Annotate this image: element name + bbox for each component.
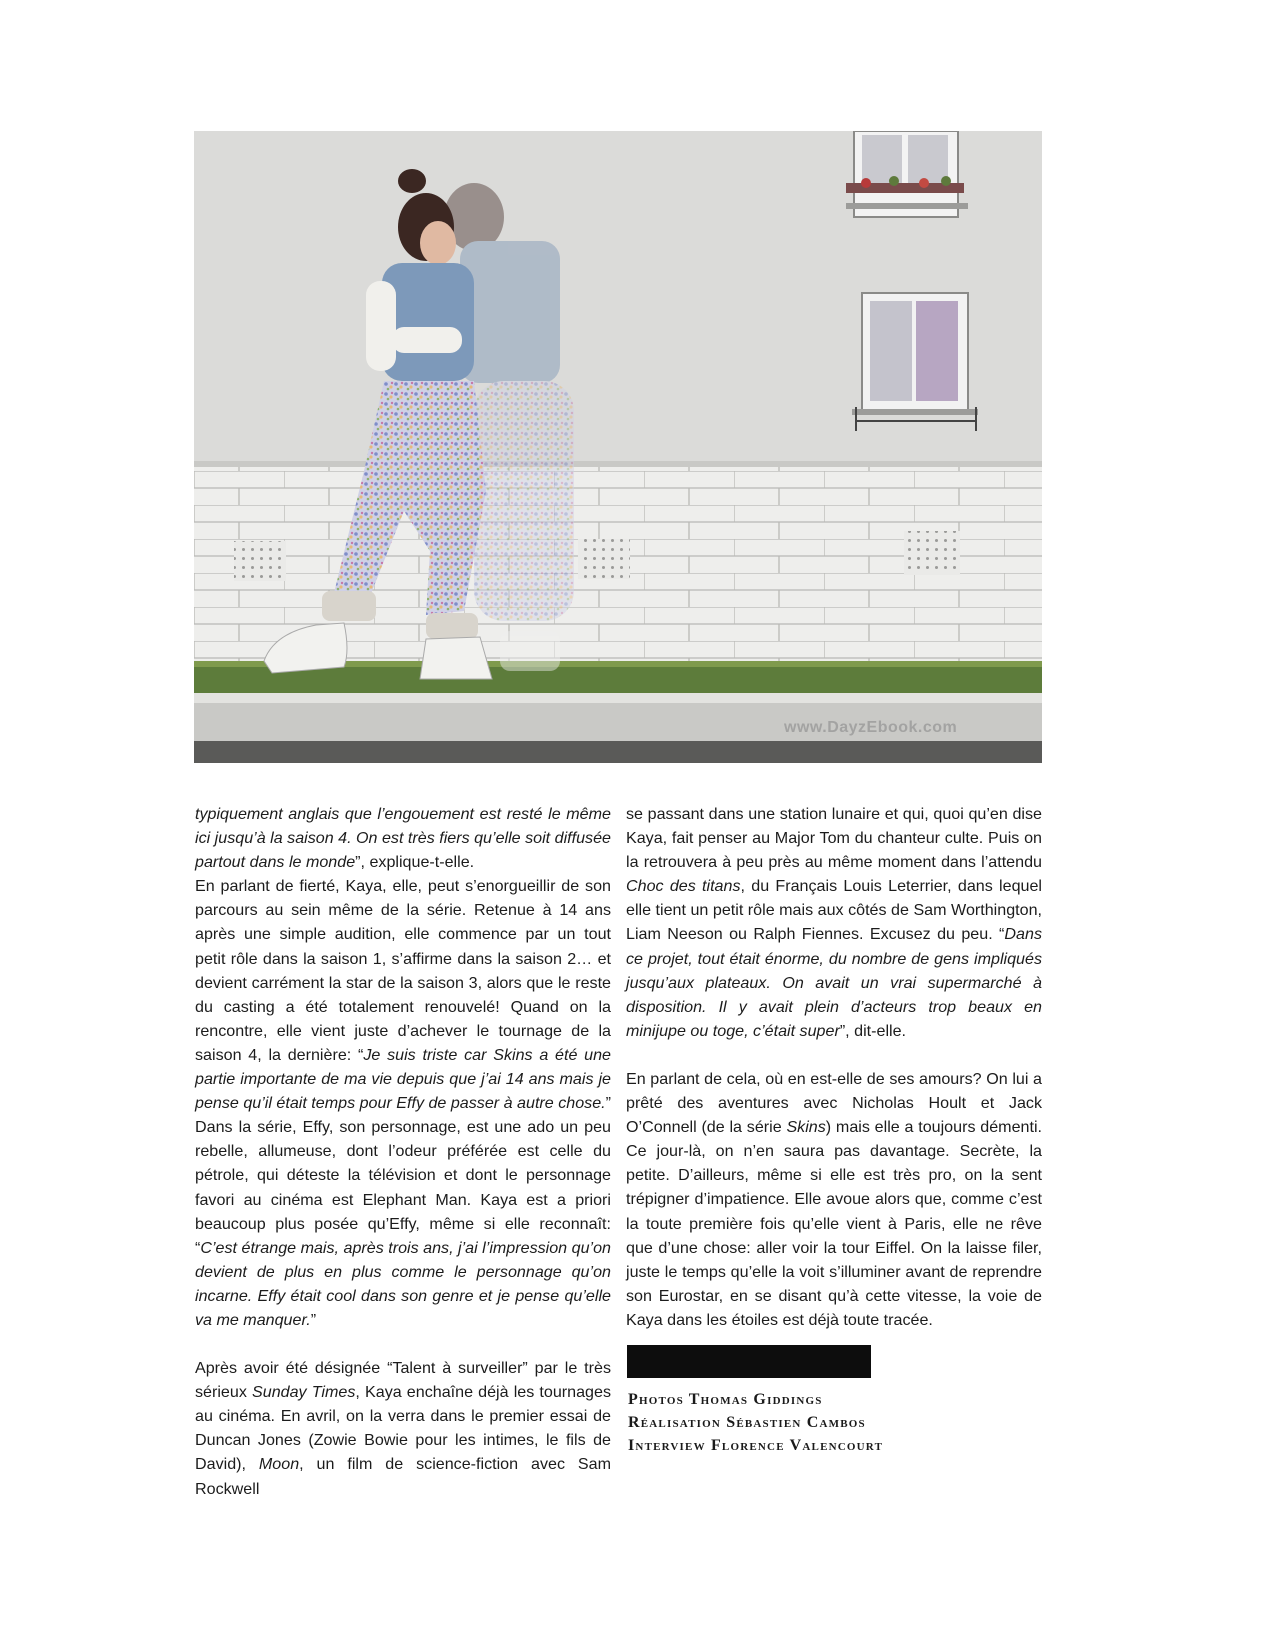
credit-divider-bar xyxy=(627,1345,871,1378)
paragraph-left-3: Après avoir été désignée “Talent à surveiller” par le très sérieux Sunday Times, Kaya enchaîne déjà les tournages au cinéma. En avril, on la verra dans le premier essai de Duncan Jones (Zowie Bowie pour les intimes, le fils de David), Moon, un film de science-fiction avec Sam Rockwell xyxy=(195,1359,611,1498)
paragraph-right-1: se passant dans une station lunaire et qui, quoi qu’en dise Kaya, fait penser au Major Tom du chanteur culte. Puis on la retrouvera à peu près au même moment dans l’attendu Choc des titans, du Français Louis Leterrier, dans lequel elle tient un petit rôle mais aux côtés de Sam Worthington, Liam Neeson ou Ralph Fiennes. Excusez du peu. “Dans ce projet, tout était énorme, du nombre de gens impliqués jusqu’aux plateaux. On avait un vrai supermarché à disposition. Il y avait plein d’acteurs trop beaux en minijupe ou toge, c’était super”, dit-elle. xyxy=(626,805,1042,1040)
credit-photos: Photos Thomas Giddings xyxy=(628,1391,823,1408)
paragraph-right-2: En parlant de cela, où en est-elle de ses amours? On lui a prêté des aventures avec Nicholas Hoult et Jack O’Connell (de la série Skins) mais elle a toujours démenti. Ce jour-là, on n’en saura pas davantage. Secrète, la petite. D’ailleurs, même si elle est très pro, on la sent trépigner d’impatience. Elle avoue alors que, comme c’est la toute première fois qu’elle vient à Paris, elle ne rêve que d’une chose: aller voir la tour Eiffel. On la laisse filer, juste le temps qu’elle la voit s’illuminer avant de reprendre son Eurostar, en se disant qu’à cette vitesse, la voie de Kaya dans les étoiles est déjà toute tracée. xyxy=(626,1069,1042,1329)
paragraph-left-1: typiquement anglais que l’engouement est resté le même ici jusqu’à la saison 4. On est très fiers qu’elle soit diffusée partout dans le monde”, explique-t-elle. xyxy=(195,805,611,872)
article-column-right xyxy=(626,802,1042,1332)
credit-interview: Interview Florence Valencourt xyxy=(628,1437,884,1454)
credits-block xyxy=(628,1388,883,1457)
credit-realisation: Réalisation Sébastien Cambos xyxy=(628,1414,866,1431)
paragraph-left-2: En parlant de fierté, Kaya, elle, peut s’enorgueillir de son parcours au sein même de la série. Retenue à 14 ans après une simple audition, elle commence par un tout petit rôle dans la saison 1, s’affirme dans la saison 2… et devient carrément la star de la saison 3, alors que le reste du casting a été totalement renouvelé! Quand on la rencontre, elle vient juste d’achever le tournage de la saison 4, la dernière: “Je suis triste car Skins a été une partie importante de ma vie depuis que j’ai 14 ans mais je pense qu’il était temps pour Effy de passer à autre chose.” Dans la série, Effy, son personnage, est une ado un peu rebelle, allumeuse, dont l’odeur préférée est celle du pétrole, qui déteste la télévision et dont le personnage favori au cinéma est Elephant Man. Kaya est a priori beaucoup plus posée qu’Effy, même si elle reconnaît: “C’est étrange mais, après trois ans, j’ai l’impression qu’on devient de plus en plus comme le personnage qu’on incarne. Effy était cool dans son genre et je pense qu’elle va me manquer.” xyxy=(195,877,611,1329)
photo-illustration xyxy=(194,131,1042,763)
watermark-text: www.DayzEbook.com xyxy=(784,719,958,736)
article-column-left xyxy=(195,802,611,1501)
article-photo xyxy=(194,131,1042,763)
